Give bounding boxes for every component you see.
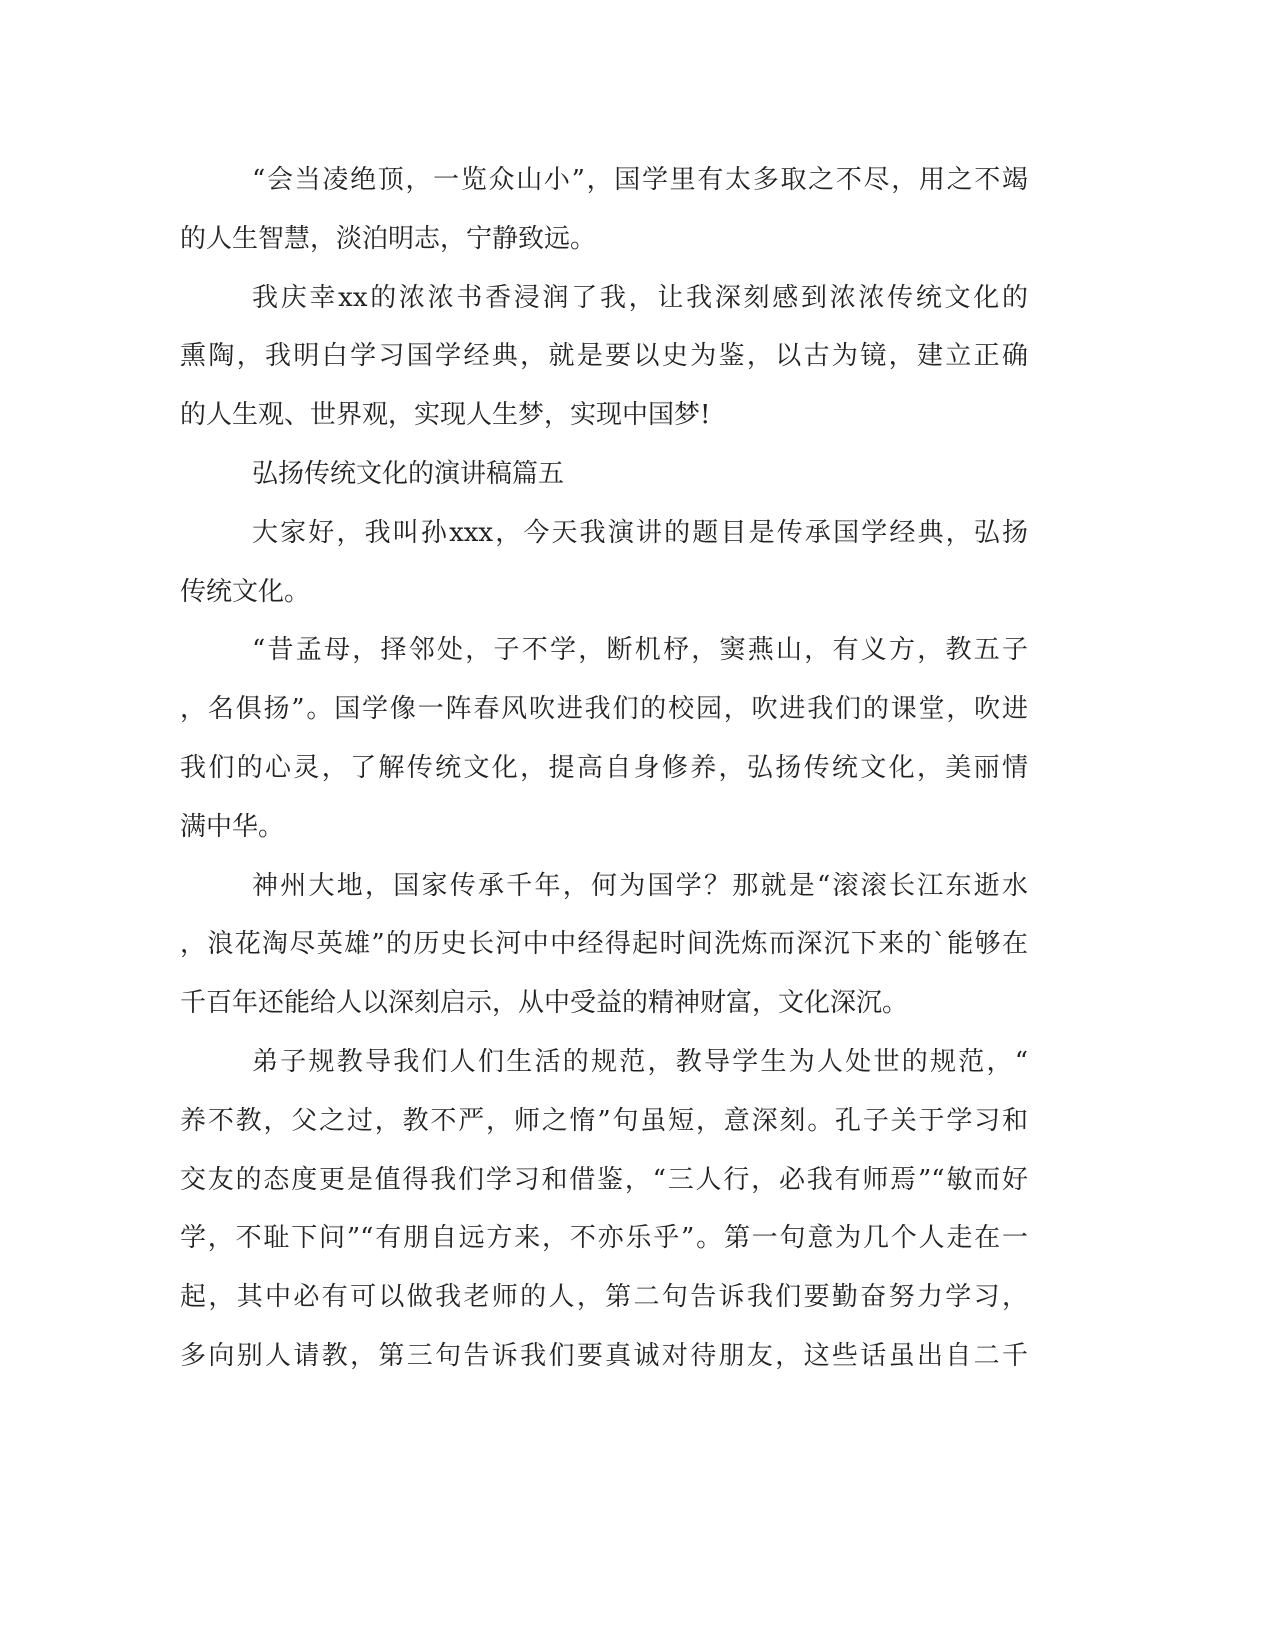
paragraph-line: 我们的心灵，了解传统文化，提高自身修养，弘扬传统文化，美丽情 <box>180 752 1028 783</box>
paragraph-book-fragrance <box>180 269 1028 445</box>
paragraph-line: “昔孟母，择邻处，子不学，断机杼，窦燕山，有义方，教五子 <box>252 635 1028 666</box>
paragraph-line: 起，其中必有可以做我老师的人，第二句告诉我们要勤奋努力学习， <box>180 1282 1028 1313</box>
paragraph-line: 我庆幸xx的浓浓书香浸润了我，让我深刻感到浓浓传统文化的 <box>252 282 1028 313</box>
paragraph-line: “会当凌绝顶，一览众山小”，国学里有太多取之不尽，用之不竭 <box>252 165 1028 195</box>
paragraph-line: 神州大地，国家传承千年，何为国学？那就是“滚滚长江东逝水 <box>252 870 1028 901</box>
paragraph-dizigui <box>180 1033 1028 1386</box>
paragraph-line: 养不教，父之过，教不严，师之惰”句虽短，意深刻。孔子关于学习和 <box>180 1105 1028 1136</box>
section-heading-text: 弘扬传统文化的演讲稿篇五 <box>252 458 565 489</box>
paragraph-line: 学，不耻下问”“有朋自远方来，不亦乐乎”。第一句意为几个人走在一 <box>180 1223 1028 1254</box>
paragraph-three-character-classic <box>180 621 1028 856</box>
section-heading <box>180 445 1028 504</box>
paragraph-line: 多向别人请教，第三句告诉我们要真诚对待朋友，这些话虽出自二千 <box>180 1340 1028 1371</box>
paragraph-line: 大家好，我叫孙xxx，今天我演讲的题目是传承国学经典，弘扬 <box>252 517 1028 548</box>
paragraph-line: 传统文化。 <box>180 576 311 607</box>
paragraph-line: 弟子规教导我们人们生活的规范，教导学生为人处世的规范，“ <box>252 1046 1028 1077</box>
paragraph-what-is-guoxue <box>180 857 1028 1033</box>
paragraph-line: 的人生观、世界观，实现人生梦，实现中国梦! <box>180 400 711 431</box>
paragraph-mountain-quote <box>180 151 1028 269</box>
paragraph-line: 满中华。 <box>180 811 285 842</box>
paragraph-line: 的人生智慧，淡泊明志，宁静致远。 <box>180 223 597 254</box>
paragraph-line: 熏陶，我明白学习国学经典，就是要以史为鉴，以古为镜，建立正确 <box>180 341 1028 372</box>
paragraph-greeting <box>180 504 1028 622</box>
paragraph-line: 交友的态度更是值得我们学习和借鉴，“三人行，必我有师焉”“敏而好 <box>180 1164 1028 1195</box>
paragraph-line: ，名俱扬”。国学像一阵春风吹进我们的校园，吹进我们的课堂，吹进 <box>180 694 1028 725</box>
paragraph-line: 千百年还能给人以深刻启示，从中受益的精神财富，文化深沉。 <box>180 988 909 1019</box>
document-body <box>180 151 1028 1386</box>
paragraph-line: ，浪花淘尽英雄”的历史长河中中经得起时间洗炼而深沉下来的`能够在 <box>180 929 1028 960</box>
